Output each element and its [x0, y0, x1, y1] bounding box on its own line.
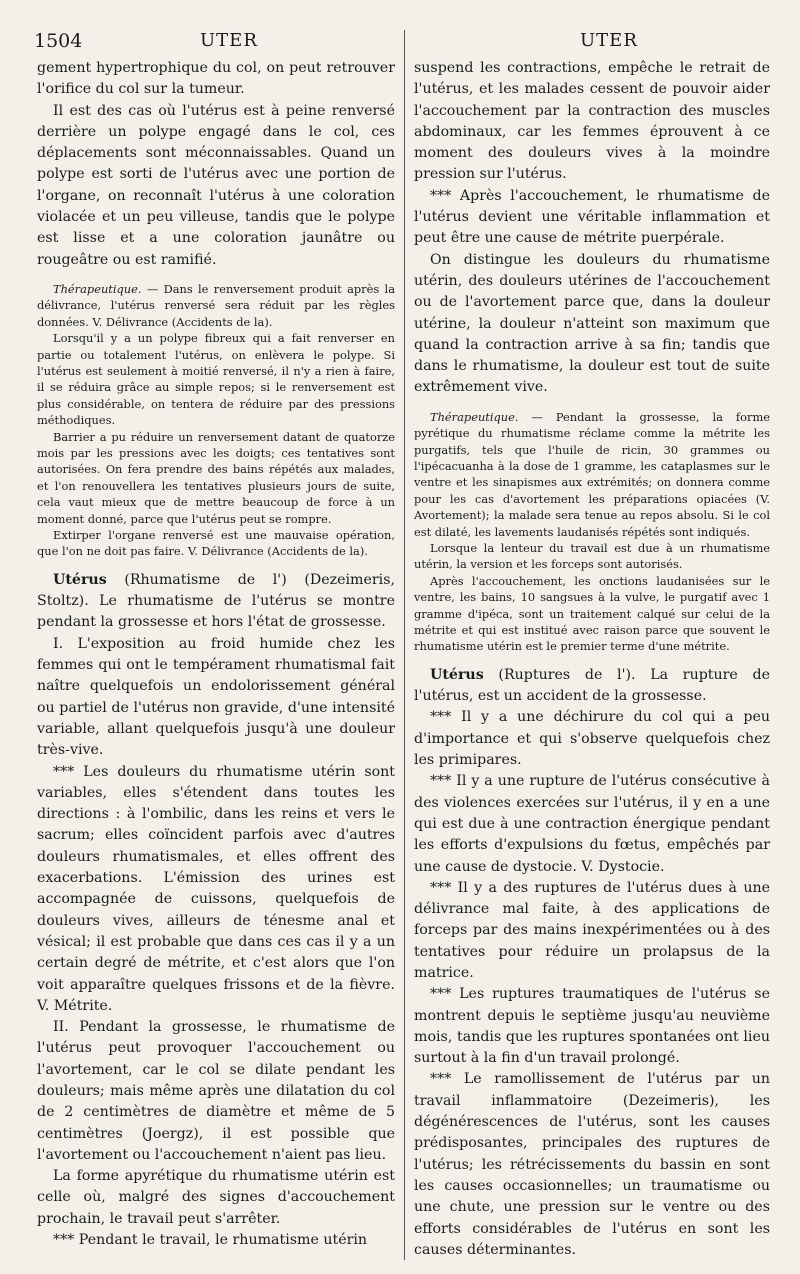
paragraph: *** Il y a une déchirure du col qui a peu d'importance et qui s'observe quelquefois chez les primipares. — [414, 709, 770, 769]
paragraph: gement hypertrophique du col, on peut retrouver l'orifice du col sur la tumeur. — [37, 60, 395, 98]
paragraph: *** Après l'accouchement, le rhumatisme de l'utérus devient une véritable inflammation et peut être une cause de métrite puerpérale. — [414, 187, 770, 247]
paragraph: La forme apyrétique du rhumatisme utérin est celle où, malgré des signes d'accouchement prochain, le travail peut s'arrêter. — [37, 1168, 395, 1227]
section-label: Thérapeutique. — [53, 281, 142, 296]
paragraph: On distingue les douleurs du rhumatisme utérin, des douleurs utérines de l'accouchement ou de l'avortement parce que, dans la douleur utérine, la douleur n'atteint son maximum que quand la contraction arrive à sa fin; tandis que dans le rhumatisme, la douleur est tout de suite extrêmement vive. — [414, 251, 770, 396]
entry-paragraph: Utérus (Ruptures de l'). La rupture de l'utérus, est un accident de la grossesse. — [414, 666, 770, 705]
page-number: 1504 — [34, 30, 83, 52]
section-label: Thérapeutique. — [430, 409, 519, 424]
left-column — [37, 58, 395, 1251]
paragraph: *** Pendant le travail, le rhumatisme utérin — [53, 1232, 368, 1249]
paragraph: Lorsque la lenteur du travail est due à un rhumatisme utérin, la version et les forceps sont autorisés. — [414, 541, 770, 572]
paragraph: *** Les douleurs du rhumatisme utérin sont variables, elles s'étendent dans toutes les directions : à l'ombilic, dans les reins et vers le sacrum; elles coïncident parfois avec d'autres douleurs rhumatismales, et elles offrent des exacerbations. L'émission des urines est accompagnée de cuissons, quelquefois de douleurs vives, ailleurs de ténesme anal et vésical; il est probable que dans ces cas il y a un certain degré de métrite, et c'est alors que l'on voit apparaître quelques frissons et de la fièvre. V. Métrite. — [37, 763, 395, 1014]
paragraph: *** Il y a une rupture de l'utérus consécutive à des violences exercées sur l'utérus, il y en a une qui est due à une contraction énergique pendant les efforts d'expulsions du fœtus, empêchés par une cause de dystocie. V. Dystocie. — [414, 773, 770, 875]
paragraph: Après l'accouchement, les onctions laudanisées sur le ventre, les bains, 10 sangsues à la vulve, le purgatif avec 1 gramme d'ipéca, sont un traitement calqué sur celui de la métrite et qui est institué avec raison parce que souvent le rhumatisme utérin est le premier terme d'une métrite. — [414, 573, 770, 654]
paragraph: *** Il y a des ruptures de l'utérus dues à une délivrance mal faite, à des applications de forceps par des mains inexpérimentées ou à des tentatives pour réduire un prolapsus de la matrice. — [414, 879, 770, 981]
entry-headword: Utérus — [53, 571, 107, 588]
paragraph: Extirper l'organe renversé est une mauvaise opération, que l'on ne doit pas faire. V. Délivrance (Accidents de la). — [37, 528, 395, 559]
therapeutics-paragraph: Thérapeutique. — Pendant la grossesse, la forme pyrétique du rhumatisme réclame comme la métrite les purgatifs, tels que l'huile de ricin, 30 grammes ou l'ipécacuanha à la dose de 1 gramme, les cataplasmes sur le ventre et les sinapismes aux extrémités; on donnera comme pour les cas d'avortement les préparations opiacées (V. Avortement); la malade sera tenue au repos absolu. Si le col est dilaté, les lavements laudanisés répétés sont indiqués. — [414, 409, 770, 539]
paragraph: Barrier a pu réduire un renversement datant de quatorze mois par les pressions avec les doigts; ces tentatives sont autorisées. On fera prendre des bains répétés aux malades, et l'on renouvellera les tentatives plusieurs jours de suite, cela vaut mieux que de mettre beaucoup de force à un moment donné, parce que l'utérus peut se rompre. — [37, 429, 395, 526]
entry-headword: Utérus — [430, 666, 484, 683]
paragraph: Lorsqu'il y a un polype fibreux qui a fait renverser en partie ou totalement l'utérus, on enlèvera le polype. Si l'utérus est seulement à moitié renversé, il n'y a rien à faire, il se réduira grâce au simple repos; si le renversement est plus considérable, on tentera de réduire par des pressions méthodiques. — [37, 331, 395, 428]
right-column — [414, 58, 770, 1261]
running-head-right: UTER — [580, 30, 638, 51]
therapeutics-paragraph: Thérapeutique. — Dans le renversement produit après la délivrance, l'utérus renversé sera réduit par les règles données. V. Délivrance (Accidents de la). — [37, 281, 395, 329]
paragraph: Il est des cas où l'utérus est à peine renversé derrière un polype engagé dans le col, ces déplacements sont méconnaissables. Quand un polype est sorti de l'utérus avec une portion de l'organe, on reconnaît l'utérus à une coloration violacée et un peu villeuse, tandis que le polype est lisse et a une coloration jaunâtre ou rougeâtre ou est ramifié. — [37, 102, 395, 268]
column-divider — [404, 30, 405, 1260]
entry-paragraph: Utérus (Rhumatisme de l') (Dezeimeris, Stoltz). Le rhumatisme de l'utérus se montre pendant la grossesse et hors l'état de grossesse. — [37, 571, 395, 631]
running-head-left: UTER — [200, 30, 258, 51]
paragraph: *** Le ramollissement de l'utérus par un travail inflammatoire (Dezeimeris), les dégénérescences de l'utérus, sont les causes prédisposantes, principales des ruptures de l'utérus; les rétrécissements du bassin en sont les causes occasionnelles; un traumatisme ou une chute, une pression sur le ventre ou des efforts considérables de l'utérus en sont les causes déterminantes. — [414, 1071, 770, 1258]
paragraph: suspend les contractions, empêche le retrait de l'utérus, et les malades cessent de pouvoir aider l'accouchement par la contraction des muscles abdominaux, car les femmes éprouvent à ce moment des douleurs vives à la moindre pression sur l'utérus. — [414, 60, 770, 183]
page-header — [0, 30, 800, 54]
paragraph: II. Pendant la grossesse, le rhumatisme de l'utérus peut provoquer l'accouchement ou l'avortement, car le col se dilate pendant les douleurs; mais même après une dilatation du col de 2 centimètres de diamètre et même de 5 centimètres (Joergz), il est possible que l'avortement ou l'accouchement n'aient pas lieu. — [37, 1019, 395, 1163]
paragraph: I. L'exposition au froid humide chez les femmes qui ont le tempérament rhumatismal fait naître quelquefois un endolorissement général ou partiel de l'utérus non gravide, d'une intensité variable, allant quelquefois jusqu'à une douleur très-vive. — [37, 635, 395, 759]
paragraph: *** Les ruptures traumatiques de l'utérus se montrent depuis le septième jusqu'au neuvième mois, tandis que les ruptures spontanées ont lieu surtout à la fin d'un travail prolongé. — [414, 986, 770, 1067]
